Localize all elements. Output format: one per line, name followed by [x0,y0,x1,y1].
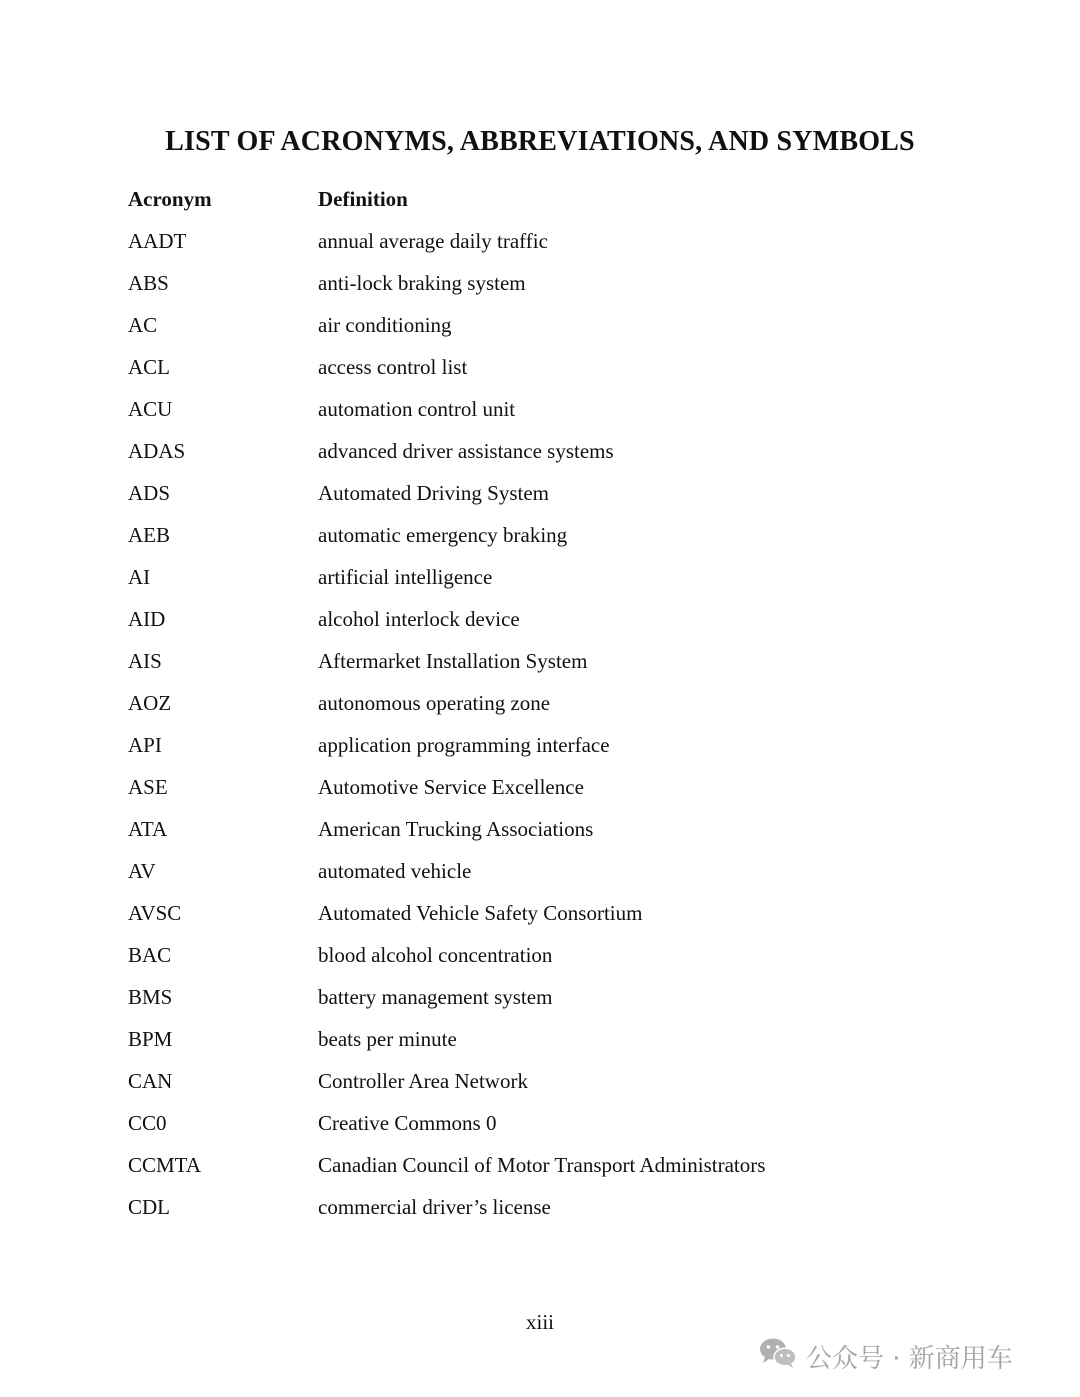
table-row [128,850,948,892]
acronym-cell: ACU [128,396,173,421]
acronym-cell: API [128,732,162,757]
acronym-cell: CDL [128,1194,170,1219]
table-header [128,178,948,220]
definition-cell: air conditioning [318,312,452,337]
definition-cell: alcohol interlock device [318,606,520,631]
definition-cell: American Trucking Associations [318,816,594,841]
definition-cell: battery management system [318,984,553,1009]
table-row [128,472,948,514]
acronym-cell: AI [128,564,151,589]
table-row [128,388,948,430]
definition-cell: automation control unit [318,396,516,421]
watermark [758,1336,1013,1377]
acronym-cell: BMS [128,984,173,1009]
wechat-icon [758,1336,798,1377]
table-row [128,1144,948,1186]
table-row [128,724,948,766]
table-row [128,556,948,598]
table-row [128,598,948,640]
page-number: xiii [525,1310,554,1334]
acronym-cell: ASE [128,774,168,799]
table-row [128,892,948,934]
definition-cell: autonomous operating zone [318,690,551,715]
table-row [128,262,948,304]
table-row [128,766,948,808]
acronym-cell: ADS [128,480,171,505]
table-row [128,640,948,682]
table-row [128,682,948,724]
acronym-cell: BAC [128,942,172,967]
definition-cell: Controller Area Network [318,1068,528,1093]
acronym-cell: ATA [128,816,168,841]
table-row [128,808,948,850]
table-row [128,1186,948,1228]
definition-cell: commercial driver’s license [318,1194,551,1219]
table-row [128,1018,948,1060]
header-acronym: Acronym [128,186,212,211]
acronym-cell: AC [128,312,158,337]
acronym-cell: AVSC [128,900,182,925]
acronym-cell: ABS [128,270,169,295]
table-row [128,304,948,346]
acronym-cell: AADT [128,228,187,253]
watermark-text: 公众号 · 新商用车 [806,1344,1013,1374]
definition-cell: Automotive Service Excellence [318,774,584,799]
table-row [128,1102,948,1144]
acronym-cell: ACL [128,354,170,379]
definition-cell: blood alcohol concentration [318,942,553,967]
table-row [128,346,948,388]
table-row [128,976,948,1018]
table-row [128,1060,948,1102]
acronym-cell: ADAS [128,438,186,463]
acronym-cell: AEB [128,522,170,547]
table-row [128,514,948,556]
definition-cell: Creative Commons 0 [318,1110,497,1135]
acronym-cell: CAN [128,1068,173,1093]
acronym-cell: CC0 [128,1110,167,1135]
definition-cell: application programming interface [318,732,610,757]
definition-cell: access control list [318,354,468,379]
acronym-cell: BPM [128,1026,173,1051]
page-title: LIST OF ACRONYMS, ABBREVIATIONS, AND SYMBOLS [165,126,915,157]
table-row [128,934,948,976]
header-definition: Definition [318,186,408,211]
definition-cell: Automated Vehicle Safety Consortium [318,900,643,925]
definition-cell: advanced driver assistance systems [318,438,614,463]
definition-cell: automatic emergency braking [318,522,568,547]
definition-cell: annual average daily traffic [318,228,548,253]
definition-cell: artificial intelligence [318,564,493,589]
definition-cell: Aftermarket Installation System [318,648,588,673]
definition-cell: automated vehicle [318,858,472,883]
acronym-cell: AV [128,858,156,883]
acronym-table [128,178,948,1228]
acronym-cell: AID [128,606,166,631]
acronym-cell: CCMTA [128,1152,201,1177]
definition-cell: anti-lock braking system [318,270,526,295]
table-row [128,220,948,262]
definition-cell: beats per minute [318,1026,457,1051]
definition-cell: Automated Driving System [318,480,549,505]
definition-cell: Canadian Council of Motor Transport Administrators [318,1152,766,1177]
acronym-cell: AOZ [128,690,172,715]
table-row [128,430,948,472]
acronym-cell: AIS [128,648,162,673]
